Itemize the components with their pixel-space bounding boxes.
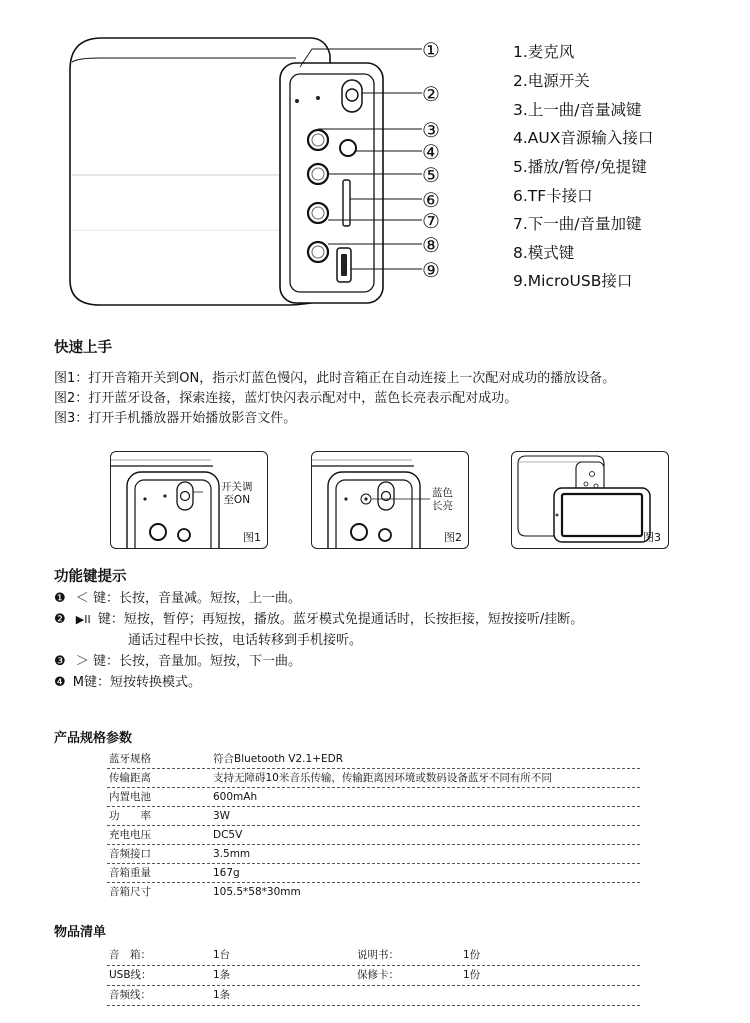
legend-item: 5.播放/暂停/免提键: [513, 158, 647, 176]
package-item: 音频线：: [109, 989, 151, 1001]
spec-value: 3.5mm: [213, 848, 251, 860]
package-qty: 1条: [213, 969, 231, 981]
spec-row: [107, 807, 640, 826]
callout-9: ⑨: [422, 258, 440, 282]
spec-value: DC5V: [213, 829, 243, 841]
function-key-text: 键：长按，音量减。短按，上一曲。: [92, 591, 301, 606]
function-key-text: M键：短按转换模式。: [72, 675, 202, 690]
package-heading: 物品清单: [54, 925, 107, 940]
spec-row: [107, 845, 640, 864]
function-key-number: ❹: [54, 675, 66, 690]
quickstart-line: 图2：打开蓝牙设备，探索连接，蓝灯快闪表示配对中，蓝色长亮表示配对成功。: [54, 391, 518, 406]
spec-value: 3W: [213, 810, 231, 822]
callout-6: ⑥: [422, 188, 440, 212]
callout-7: ⑦: [422, 209, 440, 233]
speaker-diagram: [60, 30, 460, 320]
legend-item: 2.电源开关: [513, 72, 590, 90]
function-key-row: [54, 674, 201, 691]
spec-label: 音箱重量: [109, 867, 151, 879]
package-qty: 1份: [463, 949, 481, 961]
legend-item: 6.TF卡接口: [513, 187, 593, 205]
package-qty: 1份: [463, 969, 481, 981]
previous-icon: ＜: [75, 591, 89, 606]
callout-1: ①: [422, 38, 440, 62]
callout-3: ③: [422, 118, 440, 142]
function-key-row: [54, 653, 301, 670]
spec-row: [107, 750, 640, 769]
spec-value: 600mAh: [213, 791, 258, 803]
function-key-number: ❷: [54, 612, 66, 627]
spec-row: [107, 769, 640, 788]
function-keys-heading: 功能键提示: [54, 569, 127, 585]
package-item: 保修卡：: [357, 969, 399, 981]
spec-label: 内置电池: [109, 791, 151, 803]
package-item: 音 箱：: [109, 949, 151, 961]
function-key-row: [128, 632, 362, 649]
spec-value: 167g: [213, 867, 240, 879]
spec-value: 支持无障碍10米音乐传输，传输距离因环境或数码设备蓝牙不同有所不同: [213, 772, 552, 784]
function-key-row: [54, 590, 301, 607]
next-icon: ＞: [75, 654, 89, 669]
legend-item: 8.模式键: [513, 244, 575, 262]
spec-row: [107, 826, 640, 845]
quickstart-line: 图1：打开音箱开关到ON，指示灯蓝色慢闪，此时音箱正在自动连接上一次配对成功的播放设备。: [54, 371, 616, 386]
package-qty: 1条: [213, 989, 231, 1001]
callout-2: ②: [422, 82, 440, 106]
legend-item: 4.AUX音源输入接口: [513, 129, 654, 147]
figure-2-label: 图2: [444, 531, 462, 544]
figure-1: [110, 451, 268, 549]
quickstart-heading: 快速上手: [54, 340, 112, 356]
spec-label: 音箱尺寸: [109, 886, 151, 898]
package-item: 说明书：: [357, 949, 399, 961]
spec-value: 105.5*58*30mm: [213, 886, 301, 898]
function-key-text: 键：短按，暂停；再短按，播放。蓝牙模式免提通话时，长按拒接，短按接听/挂断。: [97, 612, 584, 627]
spec-label: 充电电压: [109, 829, 151, 841]
specs-heading: 产品规格参数: [54, 731, 133, 746]
function-key-text: 键：长按，音量加。短按，下一曲。: [92, 654, 301, 669]
spec-row: [107, 788, 640, 807]
function-key-number: ❶: [54, 591, 66, 606]
figure-3-label: 图3: [643, 531, 661, 544]
figure-1-note: 开关调 至ON: [221, 481, 253, 506]
legend-item: 1.麦克风: [513, 43, 575, 61]
spec-label: 功 率: [109, 810, 151, 822]
spec-label: 蓝牙规格: [109, 753, 151, 765]
figure-2-note: 蓝色 长亮: [432, 487, 453, 512]
figure-1-label: 图1: [243, 531, 261, 544]
figure-2: [311, 451, 469, 549]
legend-item: 7.下一曲/音量加键: [513, 215, 642, 233]
spec-value: 符合Bluetooth V2.1+EDR: [213, 753, 344, 765]
callout-4: ④: [422, 140, 440, 164]
function-key-row: [54, 611, 583, 628]
legend-item: 3.上一曲/音量减键: [513, 101, 642, 119]
function-key-text: 通话过程中长按，电话转移到手机接听。: [128, 633, 363, 648]
package-row: [107, 986, 640, 1006]
play-pause-icon: ▶II: [75, 613, 91, 626]
spec-row: [107, 864, 640, 883]
quickstart-line: 图3：打开手机播放器开始播放影音文件。: [54, 411, 297, 426]
function-key-number: ❸: [54, 654, 66, 669]
spec-label: 音频接口: [109, 848, 151, 860]
package-qty: 1台: [213, 949, 231, 961]
callout-8: ⑧: [422, 233, 440, 257]
package-row: [107, 946, 640, 966]
package-item: USB线：: [109, 969, 152, 981]
package-row: [107, 966, 640, 986]
figure-3: [511, 451, 669, 549]
spec-row: [107, 883, 640, 901]
callout-5: ⑤: [422, 163, 440, 187]
spec-label: 传输距离: [109, 772, 151, 784]
legend-item: 9.MicroUSB接口: [513, 272, 633, 290]
